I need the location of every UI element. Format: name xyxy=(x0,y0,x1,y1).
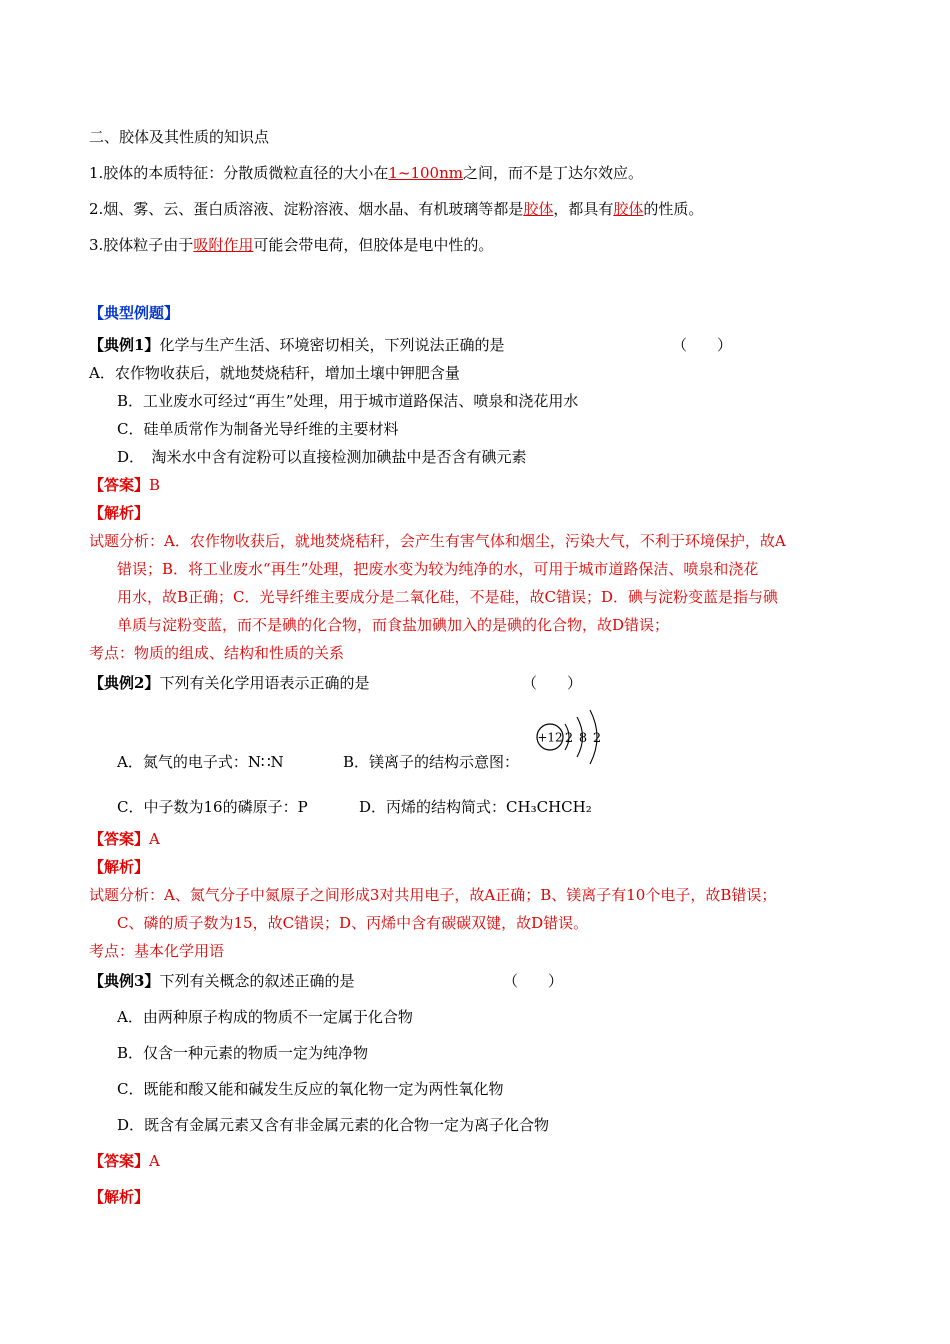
example-3-answer-value: A xyxy=(149,1152,160,1170)
example-2-analysis-line: 试题分析：A、氮气分子中氮原子之间形成3对共用电子，故A正确；B、镁离子有10个电子，故B错误； xyxy=(89,886,777,904)
shell-electrons-2: 8 xyxy=(578,731,588,746)
example-3-option-c: C．既能和酸又能和碱发生反应的氧化物一定为两性氧化物 xyxy=(117,1080,504,1098)
example-1-paren: （ ） xyxy=(672,336,733,354)
example-2-analysis-tag: 【解析】 xyxy=(89,858,150,876)
example-2-tag: 【典例2】 xyxy=(89,674,160,692)
shell-electrons-3: 2 xyxy=(592,731,602,746)
example-3-option-b: B．仅含一种元素的物质一定为纯净物 xyxy=(117,1044,369,1062)
point-3-post: 可能会带电荷，但胶体是电中性的。 xyxy=(253,236,494,254)
example-1-analysis-line: 用水，故B正确；C．光导纤维主要成分是二氧化硅，不是硅，故C错误；D．碘与淀粉变蓝是指与碘 xyxy=(117,588,779,606)
example-1-answer xyxy=(89,475,160,495)
example-2-text: 下列有关化学用语表示正确的是 xyxy=(159,674,370,692)
example-3-tag: 【典例3】 xyxy=(89,972,160,990)
example-1-analysis-line: 单质与淀粉变蓝，而不是碘的化合物，而食盐加碘加入的是碘的化合物，故D错误； xyxy=(117,616,670,634)
example-3-answer xyxy=(89,1151,160,1171)
example-2-option-a: A．氮气的电子式：N∷N xyxy=(117,753,284,771)
point-1-pre: 1.胶体的本质特征：分散质微粒直径的大小在 xyxy=(89,164,389,182)
example-2-option-b: B．镁离子的结构示意图： xyxy=(343,753,520,771)
example-1-option-a: A．农作物收获后，就地焚烧秸秆，增加土壤中钾肥含量 xyxy=(89,364,460,382)
example-1-option-d: D． 淘米水中含有淀粉可以直接检测加碘盐中是否含有碘元素 xyxy=(117,448,527,466)
point-2-post: 的性质。 xyxy=(643,200,704,218)
example-2-answer-tag: 【答案】 xyxy=(89,830,150,848)
example-3-analysis-tag: 【解析】 xyxy=(89,1188,150,1206)
example-1-text: 化学与生产生活、环境密切相关，下列说法正确的是 xyxy=(159,336,505,354)
shell-electrons-1: 2 xyxy=(564,731,574,746)
example-1-option-b: B．工业废水可经过“再生”处理，用于城市道路保洁、喷泉和浇花用水 xyxy=(117,392,579,410)
example-2-answer-value: A xyxy=(149,830,160,848)
magnesium-ion-structure-diagram xyxy=(528,706,608,770)
example-2-analysis-line: C、磷的质子数为15，故C错误；D、丙烯中含有碳碳双键，故D错误。 xyxy=(117,914,589,932)
example-1-analysis-line: 试题分析：A．农作物收获后，就地焚烧秸秆，会产生有害气体和烟尘，污染大气，不利于环境保护，故A xyxy=(89,532,786,550)
examples-header: 【典型例题】 xyxy=(89,304,180,322)
example-1-answer-tag: 【答案】 xyxy=(89,476,150,494)
point-3-highlight: 吸附作用 xyxy=(193,236,254,254)
example-1-answer-value: B xyxy=(149,476,161,494)
point-3 xyxy=(89,235,493,255)
example-2-kaodian: 考点：基本化学用语 xyxy=(89,942,225,960)
point-3-pre: 3.胶体粒子由于 xyxy=(89,236,194,254)
example-3-answer-tag: 【答案】 xyxy=(89,1152,150,1170)
example-1-question xyxy=(89,335,504,355)
point-1-post: 之间，而不是丁达尔效应。 xyxy=(462,164,643,182)
example-1-tag: 【典例1】 xyxy=(89,336,160,354)
example-2-option-d: D．丙烯的结构简式：CH₃CHCH₂ xyxy=(359,798,592,816)
example-2-question xyxy=(89,673,369,693)
point-2-mid: ，都具有 xyxy=(553,200,614,218)
example-3-question xyxy=(89,971,354,991)
point-2 xyxy=(89,199,703,219)
example-1-kaodian: 考点：物质的组成、结构和性质的关系 xyxy=(89,644,345,662)
example-1-analysis-line: 错误；B．将工业废水“再生”处理，把废水变为较为纯净的水，可用于城市道路保洁、喷泉和浇花 xyxy=(117,560,759,578)
nucleus-charge: +12 xyxy=(537,730,563,745)
point-2-highlight-2: 胶体 xyxy=(613,200,644,218)
example-2-option-c: C．中子数为16的磷原子：P xyxy=(117,798,308,816)
example-3-option-a: A．由两种原子构成的物质不一定属于化合物 xyxy=(117,1008,413,1026)
example-3-option-d: D．既含有金属元素又含有非金属元素的化合物一定为离子化合物 xyxy=(117,1116,550,1134)
example-3-paren: （ ） xyxy=(503,972,564,990)
example-1-analysis-tag: 【解析】 xyxy=(89,504,150,522)
point-2-pre: 2.烟、雾、云、蛋白质溶液、淀粉溶液、烟水晶、有机玻璃等都是 xyxy=(89,200,524,218)
section-title: 二、胶体及其性质的知识点 xyxy=(89,128,270,146)
example-3-text: 下列有关概念的叙述正确的是 xyxy=(159,972,355,990)
point-1-highlight: 1~100nm xyxy=(388,164,463,182)
point-2-highlight: 胶体 xyxy=(523,200,554,218)
example-1-option-c: C．硅单质常作为制备光导纤维的主要材料 xyxy=(117,420,399,438)
example-2-answer xyxy=(89,829,160,849)
example-2-paren: （ ） xyxy=(522,674,583,692)
point-1 xyxy=(89,163,643,183)
